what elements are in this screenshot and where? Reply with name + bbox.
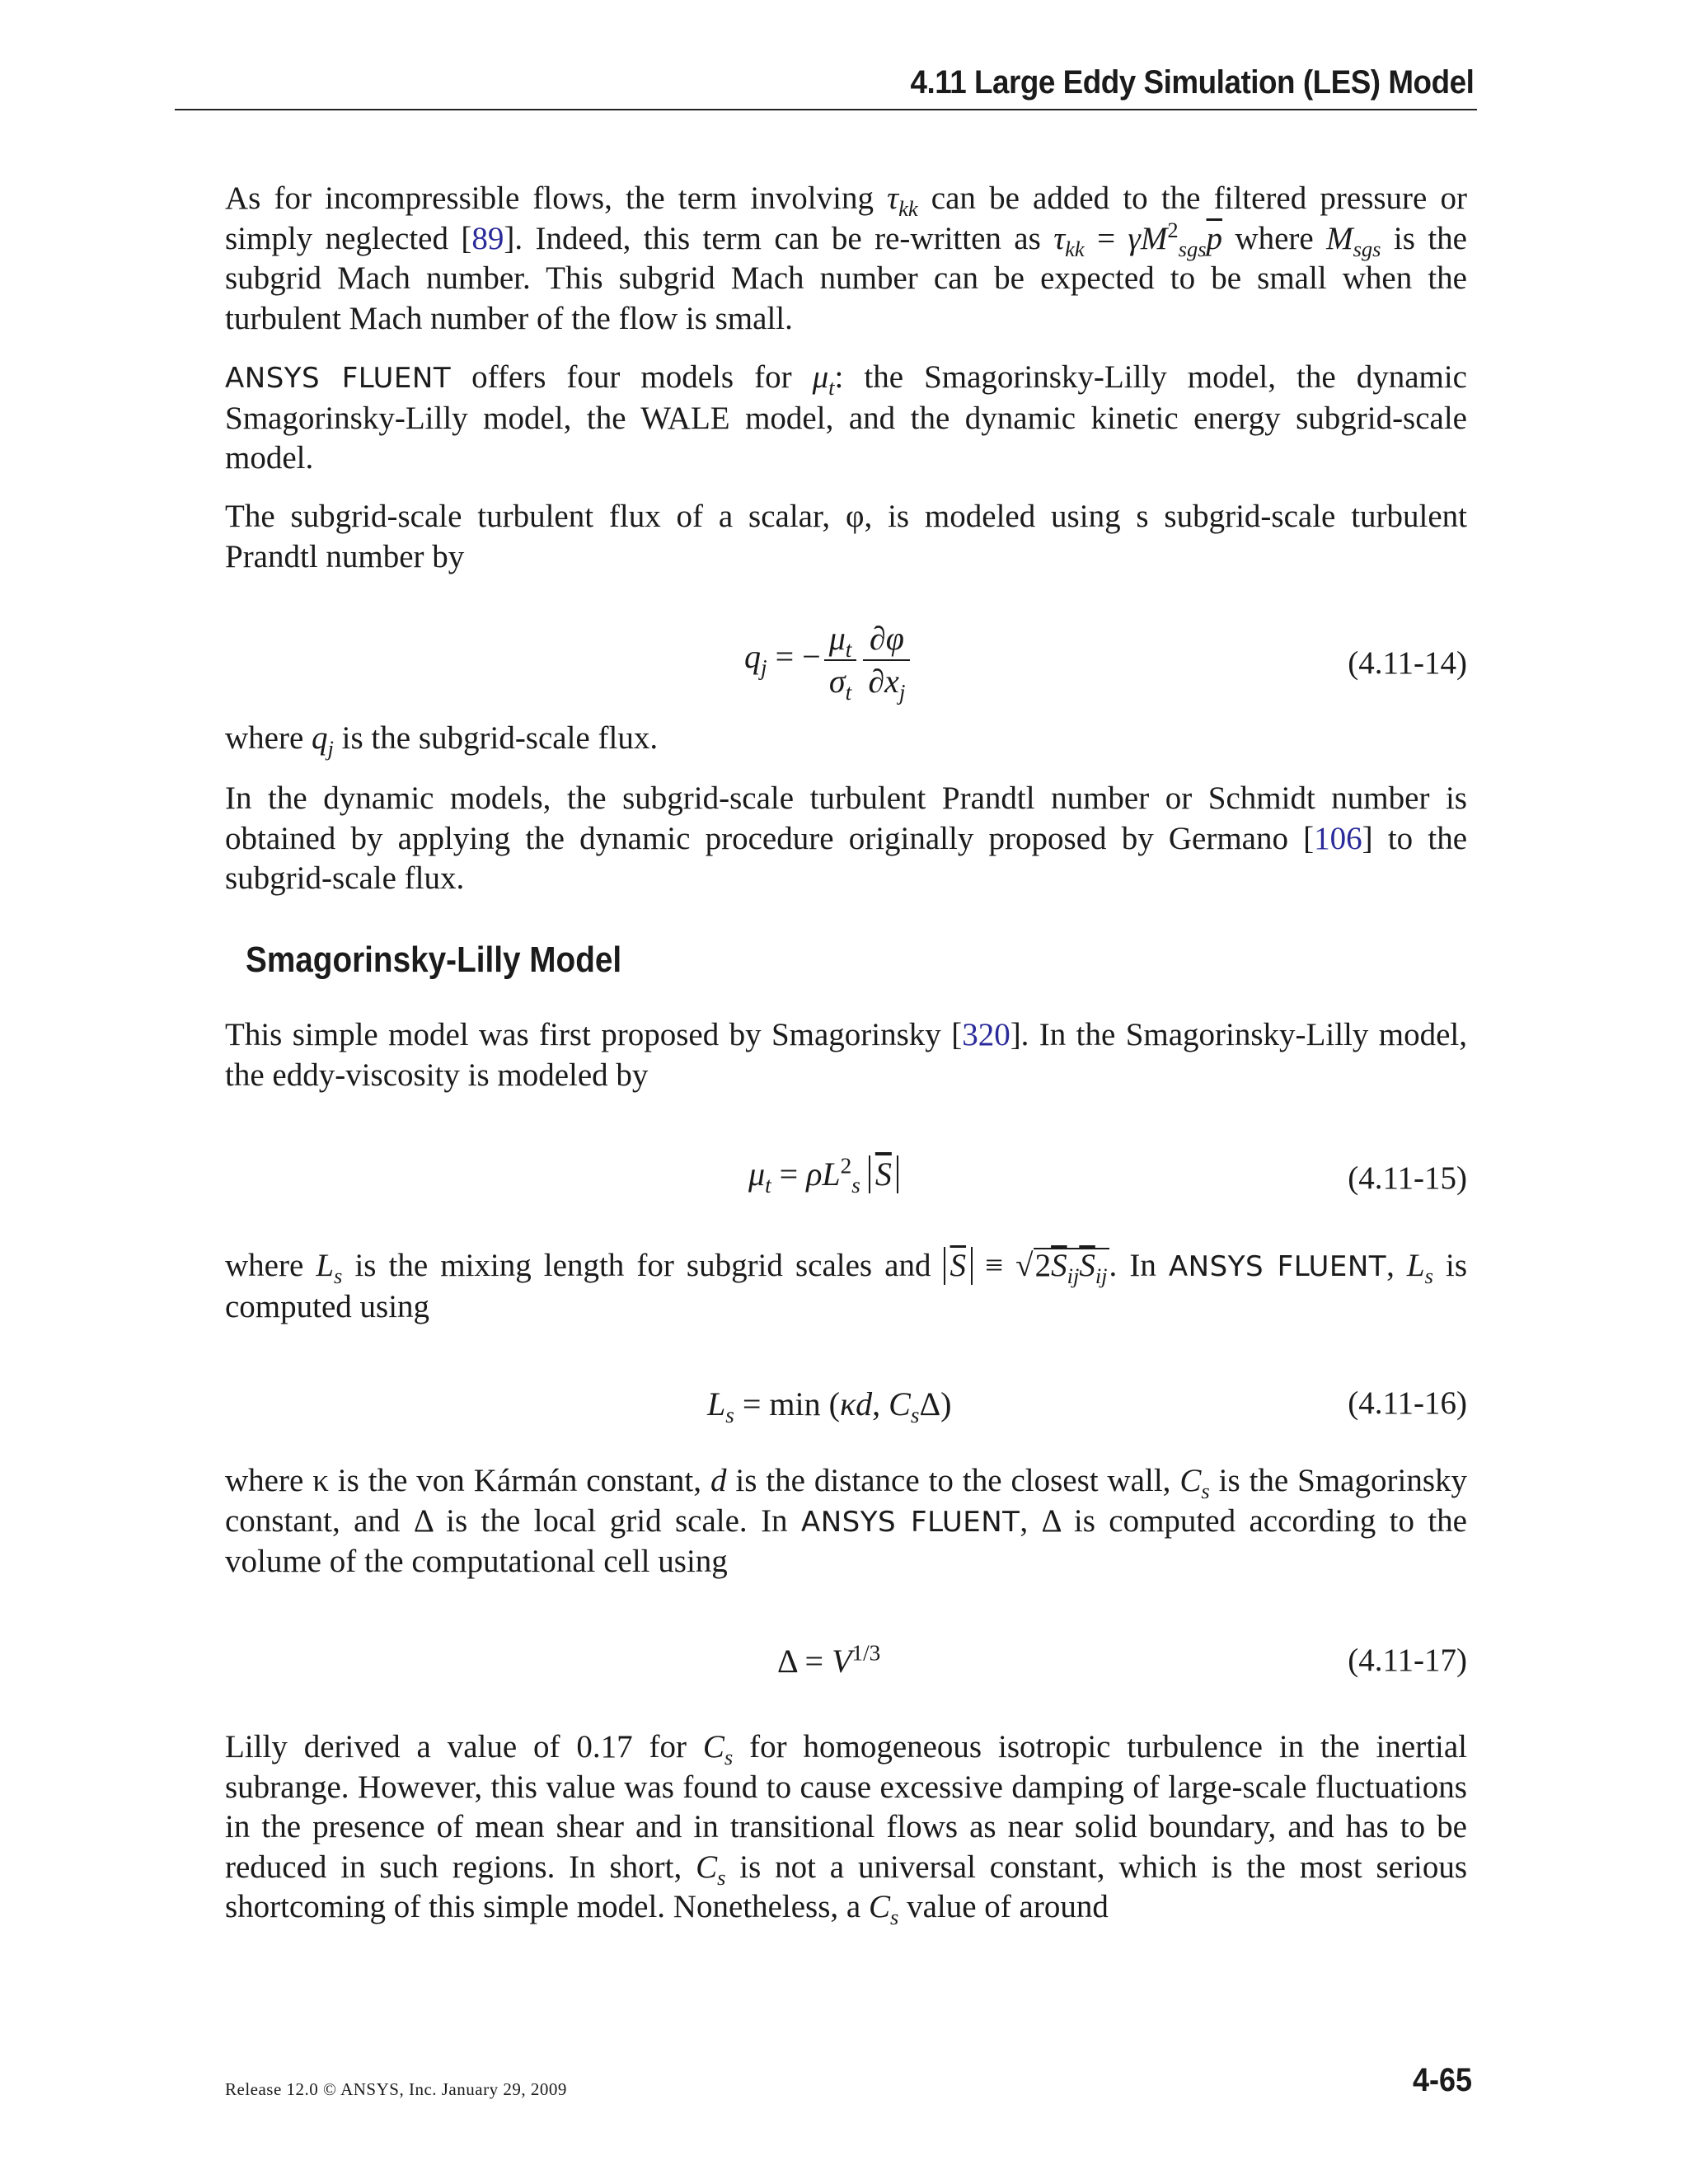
citation-link[interactable]: 89 (471, 220, 504, 256)
equation-4-11-15 (225, 1150, 1467, 1207)
equation-number: (4.11-15) (1348, 1160, 1467, 1196)
citation-link[interactable]: 106 (1314, 820, 1362, 856)
paragraph-mixing-length: where $L_s$ is the mixing length for subgrid scales and $\overline{S} \equiv √2\overline{S}_{ij}\overline{S}_{ij}$. In ANSYS FLUENT, $L_s$ is computed using (225, 1248, 1468, 1324)
equation-number: (4.11-14) (1348, 645, 1467, 681)
equation-body: $\Delta = V^{1/3}$ (777, 1640, 881, 1680)
equation-number: (4.11-17) (1348, 1643, 1467, 1678)
equation-body: $q_j$ = − $\frac{\mu_t}{\sigma_t}$ $\frac{\partial\varphi}{\partial x_j}$ (744, 620, 913, 701)
equation-4-11-16 (225, 1385, 1467, 1434)
section-title: 4.11 Large Eddy Simulation (LES) Model (910, 64, 1474, 101)
equation-4-11-14 (225, 620, 1467, 710)
equation-body: $\mu_t = \rho L^2_s$ $\overline{S}$ (748, 1155, 898, 1193)
paragraph-dynamic: In the dynamic models, the subgrid-scale turbulent Prandtl number or Schmidt number is obtained by applying the dynamic procedure originally proposed by Germano [106] to the subgrid-scale flux. (225, 780, 1468, 896)
paragraph-smagorinsky: This simple model was first proposed by Smagorinsky [320]. In the Smagorinsky-Lilly model, the eddy-viscosity is modeled by (225, 1017, 1467, 1093)
equation-body: $L_s = \min (\kappa d$, $C_s\Delta$) (707, 1385, 952, 1427)
paragraph-scalar-flux: The subgrid-scale turbulent flux of a scalar, φ, is modeled using s subgrid-scale turbulent Prandtl number by (225, 499, 1467, 574)
paragraph-lilly: Lilly derived a value of 0.17 for $C_s$ for homogeneous isotropic turbulence in the inertial subrange. However, this value was found to cause excessive damping of large-scale fluctuations in the presence of mean shear and in transitional flows as near solid boundary, and has to be reduced in such regions. In short, $C_s$ is not a universal constant, which is the most serious shortcoming of this simple model. Nonetheless, a $C_s$ value of around (225, 1729, 1468, 1929)
release-footer: Release 12.0 © ANSYS, Inc. January 29, 2009 (225, 2079, 567, 2099)
section-heading: Smagorinsky-Lilly Model (246, 940, 622, 980)
running-header (175, 58, 1477, 110)
paragraph-tau-kk: As for incompressible flows, the term involving $\tau_{kk}$ can be added to the filtered pressure or simply neglected [89]. Indeed, this term can be re-written as $\tau_{kk} = \gamma M^2_{sgs}\overline{p}$ where $M_{sgs}$ is the subgrid Mach number. This subgrid Mach number can be expected to be small when the turbulent Mach number of the flow is small. (225, 180, 1467, 336)
page-number: 4-65 (1412, 2062, 1472, 2098)
citation-link[interactable]: 320 (962, 1017, 1010, 1052)
paragraph-von-karman: where κ is the von Kármán constant, d is the distance to the closest wall, $C_s$ is the Smagorinsky constant, and Δ is the local grid scale. In ANSYS FLUENT, Δ is computed according to the volume of the computational cell using (225, 1463, 1467, 1579)
equation-4-11-17 (225, 1640, 1467, 1690)
paragraph-models: ANSYS FLUENT offers four models for $\mu_t$: the Smagorinsky-Lilly model, the dynamic Smagorinsky-Lilly model, the WALE model, and the dynamic kinetic energy subgrid-scale model. (225, 359, 1467, 476)
equation-number: (4.11-16) (1348, 1385, 1467, 1421)
paragraph-flux-def: where $q_j$ is the subgrid-scale flux. (225, 720, 659, 761)
